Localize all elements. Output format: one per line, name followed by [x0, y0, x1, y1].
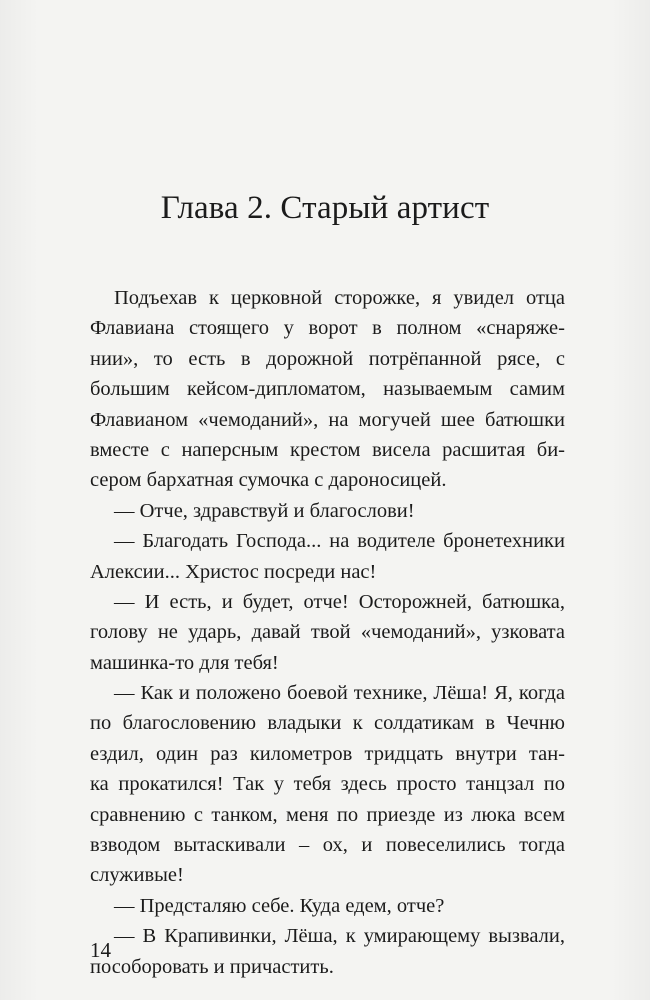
- text-line: вместе с наперсным крестом висела расшитая би-: [90, 438, 565, 461]
- dialogue-line: — Отче, здравствуй и благослови!: [114, 499, 415, 522]
- text-line: сравнению с танком, меня по приезде из люка всем: [90, 803, 565, 826]
- text-line: голову не ударь, давай твой «чемоданий», узковата: [90, 621, 565, 644]
- body-text: [90, 283, 565, 982]
- text-line: по благословению владыки к солдатикам в Чечню: [90, 712, 565, 735]
- dialogue-line: — Как и положено боевой технике, Лёша! Я, когда: [114, 682, 565, 705]
- dialogue-line: — Предсталяю себе. Куда едем, отче?: [114, 894, 445, 917]
- text-line: машинка-то для тебя!: [90, 651, 279, 674]
- chapter-title: Глава 2. Старый артист: [160, 190, 490, 226]
- text-line: ка прокатился! Так у тебя здесь просто танцзал по: [90, 773, 565, 796]
- text-line: взводом вытаскивали – ох, и повеселились тогда: [90, 834, 565, 857]
- text-line: пособоровать и причастить.: [90, 955, 334, 978]
- text-line: Флавиана стоящего у ворот в полном «снаряже-: [90, 317, 565, 340]
- text-line: Подъехав к церковной сторожке, я увидел отца: [114, 287, 565, 309]
- dialogue-line: — В Крапивинки, Лёша, к умирающему вызвали,: [114, 925, 565, 948]
- text-line: большим кейсом-дипломатом, называемым самим: [90, 378, 565, 401]
- dialogue-line: — Благодать Господа... на водителе бронетехники: [114, 530, 565, 553]
- text-line: Алексии... Христос посреди нас!: [90, 560, 377, 583]
- text-line: нии», то есть в дорожной потрёпанной рясе, с: [90, 347, 565, 370]
- page-number: 14: [90, 938, 111, 962]
- show-through-background: [96, 72, 566, 184]
- text-line: ездил, один раз километров тридцать внутри тан-: [90, 742, 565, 765]
- text-line: сером бархатная сумочка с дароносицей.: [90, 469, 447, 492]
- text-line: служивые!: [90, 864, 184, 887]
- text-line: Флавианом «чемоданий», на могучей шее батюшки: [90, 408, 565, 431]
- dialogue-line: — И есть, и будет, отче! Осторожней, батюшка,: [114, 590, 565, 613]
